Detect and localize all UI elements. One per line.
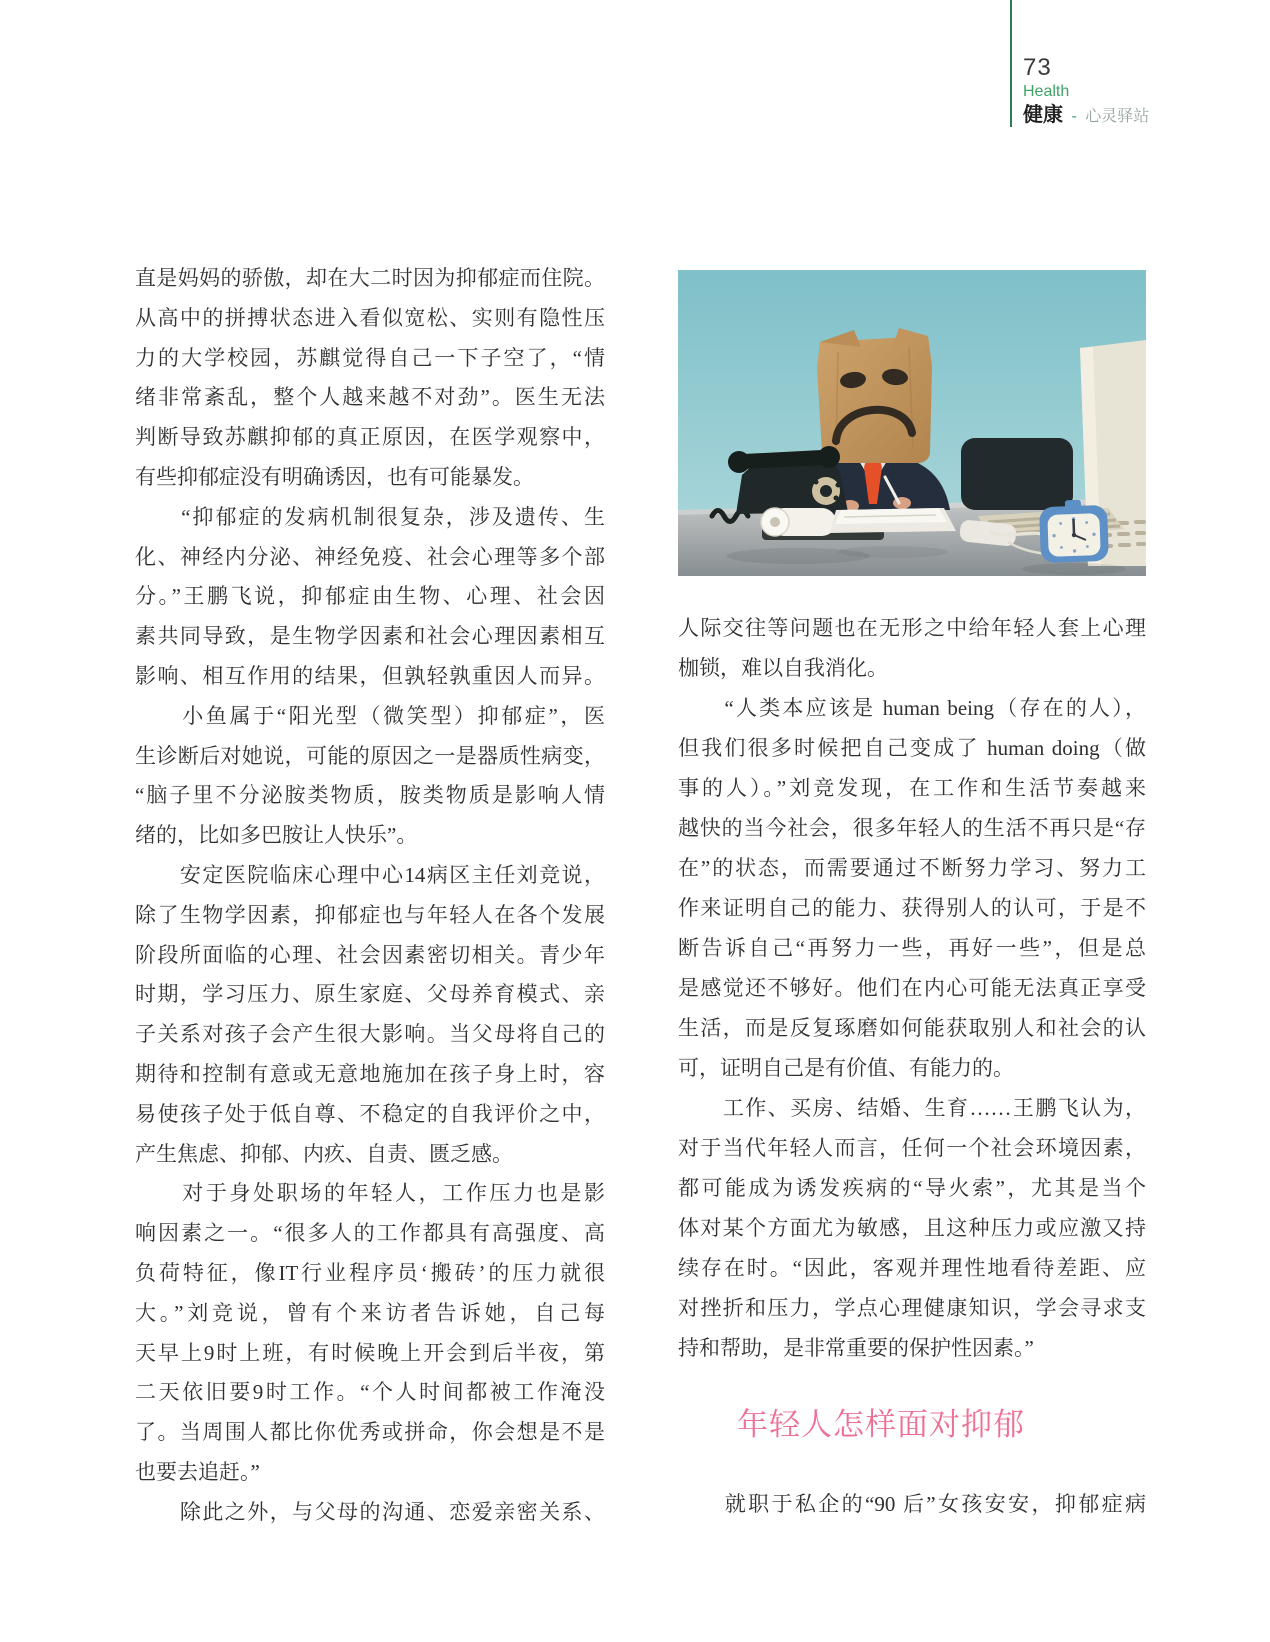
body-text-line: 分。”王鹏飞说，抑郁症由生物、心理、社会因 xyxy=(135,584,605,609)
body-text-line: 除了生物学因素，抑郁症也与年轻人在各个发展 xyxy=(135,902,605,927)
body-text-line: 绪非常紊乱，整个人越来越不对劲”。医生无法 xyxy=(135,385,605,410)
body-text-line: 大。”刘竞说，曾有个来访者告诉她，自己每 xyxy=(135,1300,605,1325)
header-rule xyxy=(1010,0,1012,127)
body-text-line: 对于身处职场的年轻人，工作压力也是影 xyxy=(135,1181,605,1206)
article-photo xyxy=(678,270,1146,576)
body-text-line: 持和帮助，是非常重要的保护性因素。” xyxy=(678,1336,1034,1360)
body-text-line: 安定医院临床心理中心14病区主任刘竞说， xyxy=(135,862,605,887)
body-text-line: 除此之外，与父母的沟通、恋爱亲密关系、 xyxy=(135,1499,605,1524)
office-chair xyxy=(961,438,1073,510)
body-text-line: 事的人）。”刘竞发现，在工作和生活节奏越来 xyxy=(678,776,1146,800)
section-subcolumn: 心灵驿站 xyxy=(1085,108,1150,125)
body-text-line: 期待和控制有意或无意地施加在孩子身上时，容 xyxy=(135,1061,605,1086)
section-divider: - xyxy=(1071,108,1077,125)
body-text-line: 续存在时。“因此，客观并理性地看待差距、应 xyxy=(678,1256,1146,1280)
body-text-line: 化、神经内分泌、神经免疫、社会心理等多个部 xyxy=(135,544,605,569)
body-text-line: 是感觉还不够好。他们在内心可能无法真正享受 xyxy=(678,976,1146,1000)
section-name-row xyxy=(1023,103,1149,127)
body-text-line: 素共同导致，是生物学因素和社会心理因素相互 xyxy=(135,624,605,649)
body-text-line: 时期，学习压力、原生家庭、父母养育模式、亲 xyxy=(135,982,605,1007)
body-text-line: 生诊断后对她说，可能的原因之一是器质性病变， xyxy=(135,743,605,768)
body-text-line: 生活，而是反复琢磨如何能获取别人和社会的认 xyxy=(678,1016,1146,1040)
body-text-line: 也要去追赶。” xyxy=(135,1459,260,1484)
body-text-line: 子关系对孩子会产生很大影响。当父母将自己的 xyxy=(135,1022,605,1047)
notebook xyxy=(830,508,956,533)
body-text-line: 易使孩子处于低自尊、不稳定的自我评价之中， xyxy=(135,1101,605,1126)
body-text-line: 产生焦虑、抑郁、内疚、自责、匮乏感。 xyxy=(135,1141,513,1166)
body-text-line: 体对某个方面尤为敏感，且这种压力或应激又持 xyxy=(678,1216,1146,1240)
body-text-line: 判断导致苏麒抑郁的真正原因，在医学观察中， xyxy=(135,425,605,450)
body-text-line: 工作、买房、结婚、生育……王鹏飞认为， xyxy=(678,1096,1146,1120)
body-text-line: 天早上9时上班，有时候晚上开会到后半夜，第 xyxy=(135,1340,605,1365)
body-text-line: 绪的，比如多巴胺让人快乐”。 xyxy=(135,823,418,848)
body-text-line: “脑子里不分泌胺类物质，胺类物质是影响人情 xyxy=(135,783,605,808)
section-name-en: Health xyxy=(1023,83,1070,100)
body-text-line: 在”的状态，而需要通过不断努力学习、努力工 xyxy=(678,856,1146,880)
body-text-line: 负荷特征，像IT行业程序员‘搬砖’的压力就很 xyxy=(135,1260,605,1285)
body-text-line: 断告诉自己“再努力一些，再好一些”，但是总 xyxy=(678,936,1146,960)
body-text-line: 影响、相互作用的结果，但孰轻孰重因人而异。 xyxy=(135,663,605,688)
section-name-zh: 健康 xyxy=(1023,104,1063,126)
body-text-line: 二天依旧要9时工作。“个人时间都被工作淹没 xyxy=(135,1380,605,1405)
body-text-line: 人际交往等问题也在无形之中给年轻人套上心理 xyxy=(678,616,1146,640)
right-column xyxy=(678,608,1146,1368)
body-text-line: 可，证明自己是有价值、有能力的。 xyxy=(678,1056,1014,1080)
body-text-line: 小鱼属于“阳光型（微笑型）抑郁症”，医 xyxy=(135,703,605,728)
body-text-line: 就职于私企的“90 后”女孩安安，抑郁症病 xyxy=(678,1492,1146,1516)
alarm-clock xyxy=(1039,499,1109,563)
body-text-line: 有些抑郁症没有明确诱因，也有可能暴发。 xyxy=(135,464,534,489)
body-text-line: “抑郁症的发病机制很复杂，涉及遗传、生 xyxy=(135,504,605,529)
body-text-line: 对挫折和压力，学点心理健康知识，学会寻求支 xyxy=(678,1296,1146,1320)
body-text-line: “人类本应该是 human being（存在的人）， xyxy=(678,696,1146,720)
body-text-line: 都可能成为诱发疾病的“导火索”，尤其是当个 xyxy=(678,1176,1146,1200)
page-number: 73 xyxy=(1023,54,1052,81)
body-text-line: 从高中的拼搏状态进入看似宽松、实则有隐性压 xyxy=(135,305,605,330)
body-text-line: 越快的当今社会，很多年轻人的生活不再只是“存 xyxy=(678,816,1146,840)
body-text-line: 枷锁，难以自我消化。 xyxy=(678,656,888,680)
subsection-heading: 年轻人怎样面对抑郁 xyxy=(737,1407,1025,1442)
right-column-continued xyxy=(678,1484,1146,1524)
body-text-line: 直是妈妈的骄傲，却在大二时因为抑郁症而住院。 xyxy=(135,266,605,290)
body-text-line: 对于当代年轻人而言，任何一个社会环境因素， xyxy=(678,1136,1146,1160)
left-column xyxy=(135,259,605,1533)
body-text-line: 但我们很多时候把自己变成了 human doing（做 xyxy=(678,736,1146,760)
body-text-line: 阶段所面临的心理、社会因素密切相关。青少年 xyxy=(135,942,605,967)
body-text-line: 响因素之一。“很多人的工作都具有高强度、高 xyxy=(135,1221,605,1246)
body-text-line: 了。当周围人都比你优秀或拼命，你会想是不是 xyxy=(135,1420,605,1445)
body-text-line: 作来证明自己的能力、获得别人的认可，于是不 xyxy=(678,896,1146,920)
body-text-line: 力的大学校园，苏麒觉得自己一下子空了，“情 xyxy=(135,345,605,370)
